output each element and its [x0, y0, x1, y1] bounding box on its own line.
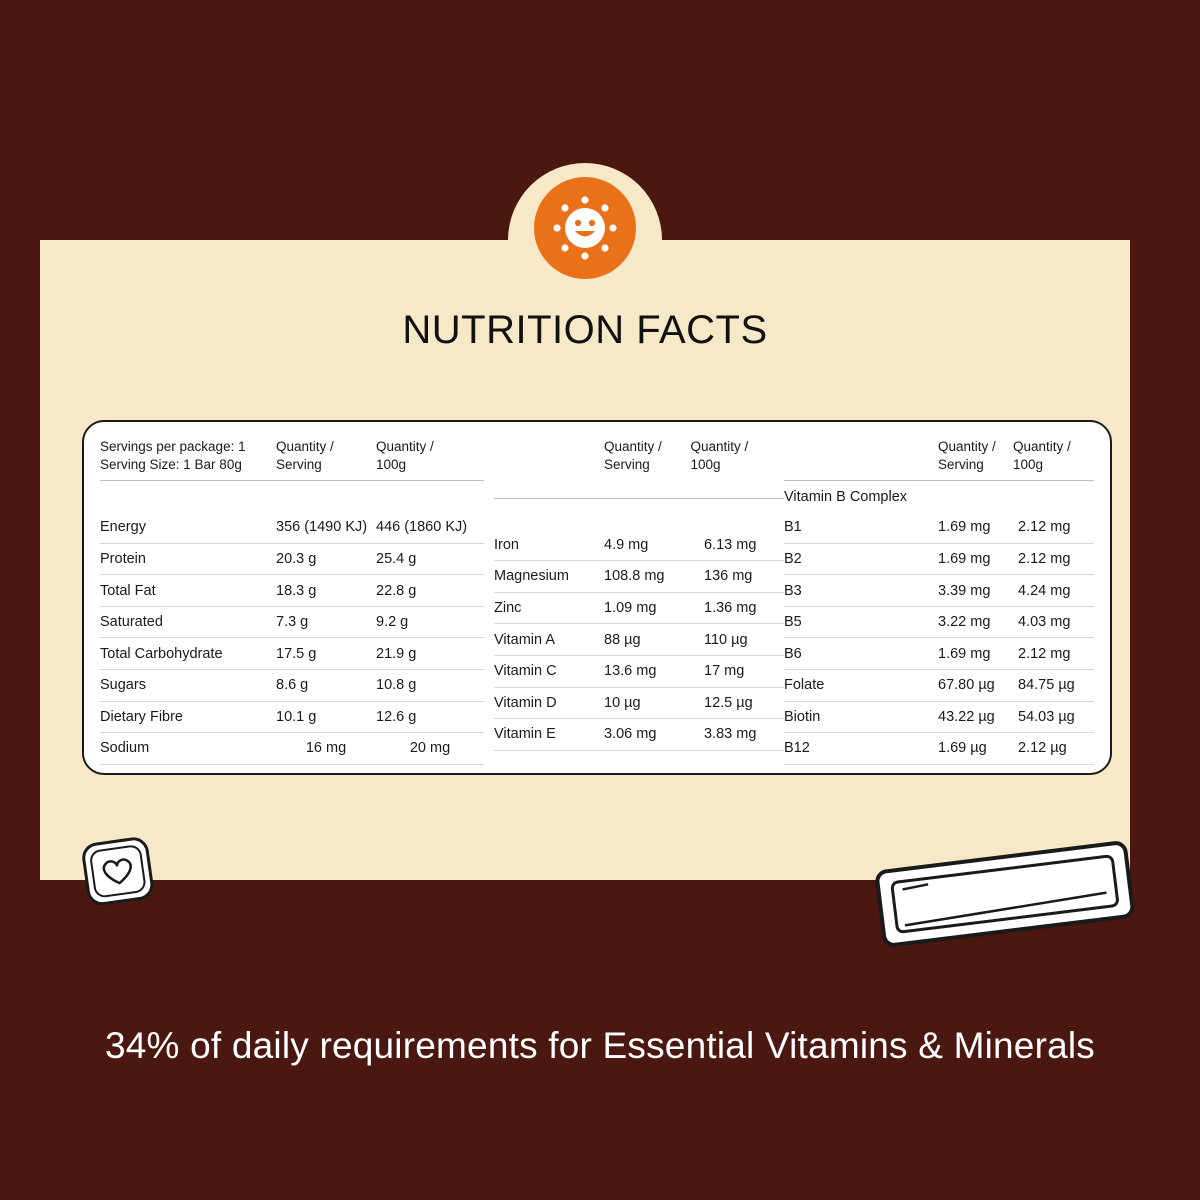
table-row: Sodium 16 mg 20 mg	[100, 733, 484, 765]
brand-logo	[534, 177, 636, 279]
table-header-row	[784, 436, 1094, 481]
footer-claim: 34% of daily requirements for Essential Vitamins & Minerals	[105, 1025, 1095, 1066]
table-row: B6 1.69 mg 2.12 mg	[784, 638, 1094, 670]
vitamin-b-complex-subheading: Vitamin B Complex	[784, 488, 908, 505]
table-header-row	[100, 436, 484, 481]
table-row: Vitamin A 88 µg 110 µg	[494, 624, 784, 656]
header-qty-serving: Quantity / Serving	[276, 439, 334, 473]
header-qty-serving: Quantity / Serving	[604, 439, 662, 473]
table-row: Magnesium 108.8 mg 136 mg	[494, 561, 784, 593]
header-qty-100g: Quantity / 100g	[376, 439, 434, 473]
column-gap	[484, 436, 494, 763]
page-title: NUTRITION FACTS	[402, 308, 768, 352]
table-row: B5 3.22 mg 4.03 mg	[784, 607, 1094, 639]
table-row: Total Fat 18.3 g 22.8 g	[100, 575, 484, 607]
table-header-row	[494, 436, 784, 499]
table-row: Folate 67.80 µg 84.75 µg	[784, 670, 1094, 702]
table-row: Vitamin C 13.6 mg 17 mg	[494, 656, 784, 688]
table-row: Energy 356 (1490 KJ) 446 (1860 KJ)	[100, 512, 484, 544]
table-column-minerals	[494, 436, 784, 763]
table-row: B1 1.69 mg 2.12 mg	[784, 512, 1094, 544]
table-row: B3 3.39 mg 4.24 mg	[784, 575, 1094, 607]
table-row: Iron 4.9 mg 6.13 mg	[494, 530, 784, 562]
table-column-vitamin-b	[784, 436, 1094, 763]
table-row: Total Carbohydrate 17.5 g 21.9 g	[100, 638, 484, 670]
table-row: Dietary Fibre 10.1 g 12.6 g	[100, 702, 484, 734]
table-row: Sugars 8.6 g 10.8 g	[100, 670, 484, 702]
sun-smile-icon	[551, 194, 619, 262]
table-row: B2 1.69 mg 2.12 mg	[784, 544, 1094, 576]
table-row: Vitamin E 3.06 mg 3.83 mg	[494, 719, 784, 751]
table-column-macros	[100, 436, 484, 763]
header-qty-100g: Quantity / 100g	[1013, 439, 1071, 473]
table-row: Protein 20.3 g 25.4 g	[100, 544, 484, 576]
table-row: Vitamin D 10 µg 12.5 µg	[494, 688, 784, 720]
column-spacer-row	[494, 499, 784, 530]
table-row: Zinc 1.09 mg 1.36 mg	[494, 593, 784, 625]
heart-sticker	[75, 830, 165, 915]
nutrition-table-panel	[82, 420, 1112, 775]
table-row: Biotin 43.22 µg 54.03 µg	[784, 702, 1094, 734]
header-qty-100g: Quantity / 100g	[690, 439, 749, 473]
serving-info: Servings per package: 1 Serving Size: 1 Bar 80g	[100, 439, 246, 473]
protein-bar-sticker	[870, 835, 1140, 955]
table-row: Saturated 7.3 g 9.2 g	[100, 607, 484, 639]
header-spacer	[784, 436, 938, 438]
nutrition-card	[40, 240, 1130, 880]
header-spacer	[494, 436, 604, 438]
column-spacer-row	[100, 481, 484, 512]
header-qty-serving: Quantity / Serving	[938, 439, 996, 473]
table-row: B12 1.69 µg 2.12 µg	[784, 733, 1094, 765]
